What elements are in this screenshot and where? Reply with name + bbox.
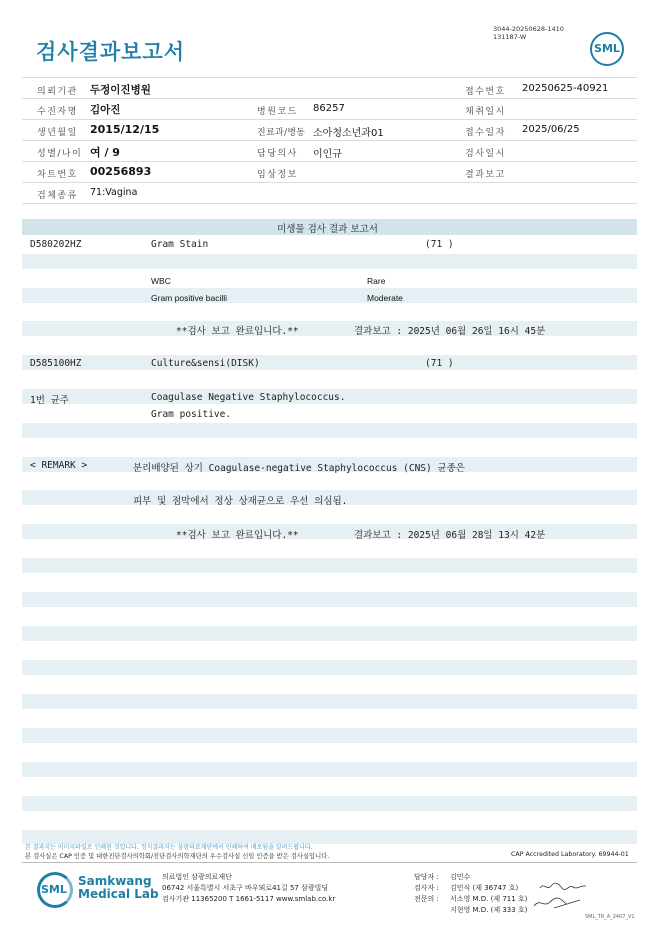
divider [22, 862, 637, 863]
row-band [22, 626, 637, 641]
image-notice: 본 결과지는 이미지파일로 인쇄된 것입니다. 정식결과지는 삼광의료재단에서 인쇄하여 배포됨을 알려드립니다. [25, 844, 313, 851]
test1-result-item: WBC [151, 276, 171, 286]
row-band [22, 423, 637, 438]
staff-specialist-label: 전문의 : [414, 895, 439, 903]
test1-result-value: Moderate [367, 293, 403, 303]
test1-report-time: 결과보고 : 2025년 06월 26일 16시 45분 [354, 326, 546, 337]
remark-label: < REMARK > [30, 460, 88, 471]
org-address: 06742 서울특별시 서초구 바우뫼로41길 57 삼광빌딩 [162, 884, 329, 892]
test1-code: D580202HZ [30, 239, 82, 250]
sex-age-label: 성별/나이 [37, 149, 83, 159]
staff-tester: 김민식 (제 36747 호) [450, 884, 519, 892]
test2-code: D585100HZ [30, 358, 82, 369]
accreditation-notice: 본 검사실은 CAP 인증 및 대한진단검사의학회/진단검사의학재단의 우수검사실 신임 인증을 받은 검사실입니다. [25, 853, 330, 860]
patient-label: 수진자명 [37, 107, 78, 117]
page-title: 검사결과보고서 [36, 40, 186, 64]
cap-accreditation: CAP Accredited Laboratory. 69944-01 [511, 851, 629, 858]
divider [22, 119, 637, 120]
test1-specimen: (71 ) [425, 239, 454, 250]
document-id [493, 25, 564, 41]
row-band [22, 254, 637, 269]
test1-result-value: Rare [367, 276, 386, 286]
test2-report-time: 결과보고 : 2025년 06월 28일 13시 42분 [354, 530, 546, 541]
sml-logo-badge: SML [590, 32, 624, 66]
divider [22, 140, 637, 141]
samkwang-logo-name [78, 875, 159, 901]
staff-specialist: 서소영 M.D. (제 711 호) [450, 895, 528, 903]
patient-value: 김아진 [90, 104, 121, 116]
birth-label: 생년월일 [37, 128, 78, 138]
remark-line: 피부 및 점막에서 정상 상재균으로 우선 의심됨. [133, 496, 348, 507]
remark-line: 분리배양된 상기 Coagulase-negative Staphylococcus (CNS) 균종은 [133, 463, 465, 474]
logo-name-line2: Medical Lab [78, 887, 159, 901]
test1-result-item: Gram positive bacilli [151, 293, 228, 303]
sex-age-value: 여 / 9 [90, 146, 120, 159]
samkwang-logo-text: SML [41, 883, 67, 896]
document-id-line2: 131187-W [493, 33, 527, 41]
staff-manager: 김민수 [450, 873, 471, 881]
document-id-line1: 3044-20250628-1410 [493, 25, 564, 33]
hospital-code-value: 86257 [313, 103, 345, 114]
collect-date-label: 채취일시 [465, 107, 506, 117]
row-band [22, 558, 637, 573]
org-contact: 검사기관 11365200 T 1661-5117 www.smlab.co.kr [162, 895, 336, 903]
clinical-label: 임상정보 [257, 170, 298, 180]
signature-icon [530, 894, 584, 912]
test2-completed: **검사 보고 완료입니다.** [176, 530, 299, 541]
doctor-label: 담당의사 [257, 149, 298, 159]
test-date-label: 검사일시 [465, 149, 506, 159]
doctor-value: 이인규 [313, 149, 342, 160]
specimen-label: 검체종류 [37, 191, 78, 201]
row-band [22, 355, 637, 370]
dept-value: 소아청소년과01 [313, 128, 384, 139]
divider [22, 77, 637, 78]
staff-manager-label: 담당자 : [414, 873, 439, 881]
row-band [22, 288, 637, 303]
row-band [22, 694, 637, 709]
test2-organism-gram: Gram positive. [151, 409, 232, 420]
org-name: 의료법인 삼광의료재단 [162, 873, 232, 881]
birth-value: 2015/12/15 [90, 123, 160, 136]
specimen-value: 71:Vagina [90, 187, 138, 198]
chart-value: 00256893 [90, 165, 152, 178]
test2-colony-label: 1번 균주 [30, 395, 69, 406]
row-band [22, 592, 637, 607]
divider [22, 182, 637, 183]
report-label: 결과보고 [465, 170, 506, 180]
dept-label: 진료과/병동 [257, 128, 306, 138]
section-title: 미생물 검사 결과 보고서 [277, 224, 378, 235]
test2-organism: Coagulase Negative Staphylococcus. [151, 392, 346, 403]
staff-tester-label: 검사자 : [414, 884, 439, 892]
divider [22, 161, 637, 162]
test2-name: Culture&sensi(DISK) [151, 358, 260, 369]
signature-icon [538, 880, 588, 892]
logo-name-line1: Samkwang [78, 874, 152, 888]
test2-specimen: (71 ) [425, 358, 454, 369]
row-band [22, 660, 637, 675]
test1-completed: **검사 보고 완료입니다.** [176, 326, 299, 337]
receipt-no-label: 접수번호 [465, 87, 506, 97]
row-band [22, 728, 637, 743]
receipt-date-label: 접수일자 [465, 128, 506, 138]
divider [22, 203, 637, 204]
form-code: SML_TR_A_2407_V1 [585, 914, 635, 920]
row-band [22, 796, 637, 811]
receipt-no-value: 20250625-40921 [522, 83, 609, 94]
institution-value: 두정이진병원 [90, 84, 151, 96]
institution-label: 의뢰기관 [37, 87, 78, 97]
chart-label: 차트번호 [37, 170, 78, 180]
receipt-date-value: 2025/06/25 [522, 124, 580, 135]
test1-name: Gram Stain [151, 239, 209, 250]
divider [22, 98, 637, 99]
hospital-code-label: 병원코드 [257, 107, 298, 117]
row-band [22, 762, 637, 777]
staff-specialist: 지현영 M.D. (제 333 호) [450, 906, 528, 914]
